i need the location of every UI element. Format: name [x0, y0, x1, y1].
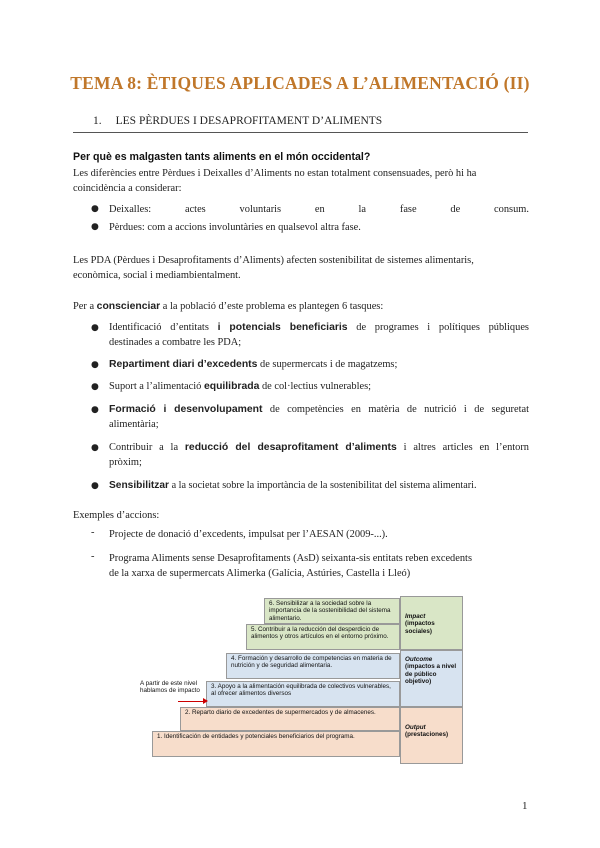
task-5-line-2: pròxim;: [109, 457, 142, 468]
bullet-icon: ●: [91, 222, 99, 232]
page-title: TEMA 8: ÈTIQUES APLICADES A L’ALIMENTACIÓ (II): [70, 73, 530, 93]
bullet-icon: ●: [91, 204, 99, 214]
output-band: [400, 707, 463, 764]
word: actes: [184, 204, 206, 215]
impact-arrow-line: [178, 701, 205, 702]
task-6: [109, 478, 534, 493]
band-sub: (prestaciones): [405, 731, 449, 739]
task-1: [109, 320, 529, 335]
step-3: 3. Apoyo a la alimentación equilibrada de colectivos vulnerables, al ofrecer alimentos diversos: [206, 681, 400, 707]
outcome-band: [400, 650, 463, 707]
band-name: Output: [405, 724, 426, 731]
step-5: 5. Contribuir a la reducción del desperdicio de alimentos y otros artículos en el entorno próximo.: [246, 624, 400, 650]
task-1-line-2: destinades a combatre les PDA;: [109, 337, 242, 348]
section-number: 1.: [93, 115, 102, 127]
word: voluntaris: [239, 204, 282, 215]
step-1: 1. Identificación de entidades y potenciales beneficiarios del programa.: [152, 731, 400, 757]
task-4-line-2: alimentària;: [109, 419, 159, 430]
tasks-staircase-figure: [140, 596, 463, 764]
pda-line-2: econòmica, social i mediambientalment.: [73, 270, 241, 281]
text-run: Contribuir a la: [109, 442, 185, 453]
task-2: [109, 357, 397, 372]
example-1: Projecte de donació d’excedents, impulsat per l’AESAN (2009-...).: [109, 529, 388, 540]
text-run-bold: reducció del desaprofitament d’aliments: [184, 442, 397, 453]
dash-marker: -: [91, 551, 95, 562]
word: Deixalles:: [109, 204, 152, 215]
step-6: 6. Sensibilizar a la sociedad sobre la importancia de la sostenibilidad del sistema alimentario.: [264, 598, 400, 624]
definition-perdues: Pèrdues: com a accions involuntàries en qualsevol altra fase.: [109, 222, 361, 233]
band-name: Impact: [405, 613, 426, 620]
text-run-bold: Repartiment diari d’excedents: [109, 359, 258, 370]
task-4: [109, 402, 529, 417]
text-run-bold: Formació i desenvolupament: [109, 404, 263, 415]
impact-band: [400, 596, 463, 650]
page-number: 1: [522, 800, 528, 812]
word: de: [450, 204, 461, 215]
band-sub: (impactos a nivel de público objetivo): [405, 663, 457, 686]
text-run-bold: Sensibilitzar: [109, 480, 170, 491]
text-run-bold: i potencials beneficiaris: [217, 322, 348, 333]
task-5: [109, 440, 529, 455]
text-run: i altres articles en l’entorn: [396, 442, 530, 453]
text-run-bold: conscienciar: [96, 301, 161, 312]
question-heading: Per què es malgasten tants aliments en el món occidental?: [73, 151, 371, 163]
step-4: 4. Formación y desarrollo de competencias en materia de nutrición y de seguridad alimentaria.: [226, 653, 400, 679]
word: en: [314, 204, 325, 215]
intro-line-1: Les diferències entre Pèrdues i Deixalles d’Aliments no estan totalment consensuades, però hi ha: [73, 168, 477, 179]
intro-line-2: coincidència a considerar:: [73, 183, 182, 194]
arrow-right-icon: [203, 698, 208, 704]
text-run: de competències en matèria de nutrició i de seguretat: [262, 404, 529, 415]
bullet-icon: ●: [91, 382, 99, 392]
text-run: de programes i polítiques públiques: [347, 322, 529, 333]
text-run: de col·lectius vulnerables;: [259, 381, 372, 392]
bullet-icon: ●: [91, 443, 99, 453]
bullet-icon: ●: [91, 405, 99, 415]
example-2-line-2: de la xarxa de supermercats Alimerka (Galícia, Astúries, Castella i Lleó): [109, 568, 411, 579]
step-2: 2. Reparto diario de excedentes de supermercados y de almacenes.: [180, 707, 400, 731]
bullet-icon: ●: [91, 481, 99, 491]
text-run: Per a: [73, 301, 97, 312]
text-run: Suport a l’alimentació: [109, 381, 204, 392]
section-heading: [93, 115, 382, 127]
text-run-bold: equilibrada: [203, 381, 260, 392]
pda-line-1: Les PDA (Pèrdues i Desaprofitaments d’Aliments) afecten sostenibilitat de sistemes alimentaris,: [73, 255, 474, 266]
impact-threshold-label: A partir de este nivel hablamos de impacto: [140, 680, 200, 695]
word: fase: [399, 204, 417, 215]
text-run: de supermercats i de magatzems;: [257, 359, 398, 370]
dash-marker: -: [91, 527, 95, 538]
text-run: a la societat sobre la importància de la sostenibilitat del sistema alimentari.: [169, 480, 477, 491]
task-3: [109, 379, 371, 394]
text-run: Identificació d’entitats: [109, 322, 218, 333]
definition-deixalles: [109, 202, 529, 217]
tasks-intro: [73, 299, 383, 314]
bullet-icon: ●: [91, 323, 99, 333]
word: la: [358, 204, 367, 215]
example-2-line-1: Programa Aliments sense Desaprofitaments (AsD) seixanta-sis entitats reben excedents: [109, 553, 472, 564]
text-run: a la població d’este problema es plantegen 6 tasques:: [160, 301, 384, 312]
word: consum.: [494, 204, 529, 215]
section-rule: [73, 132, 528, 133]
section-title: LES PÈRDUES I DESAPROFITAMENT D’ALIMENTS: [115, 115, 383, 127]
band-sub: (impactos sociales): [405, 620, 435, 635]
band-name: Outcome: [405, 656, 433, 663]
bullet-icon: ●: [91, 360, 99, 370]
examples-title: Exemples d’accions:: [73, 510, 160, 521]
